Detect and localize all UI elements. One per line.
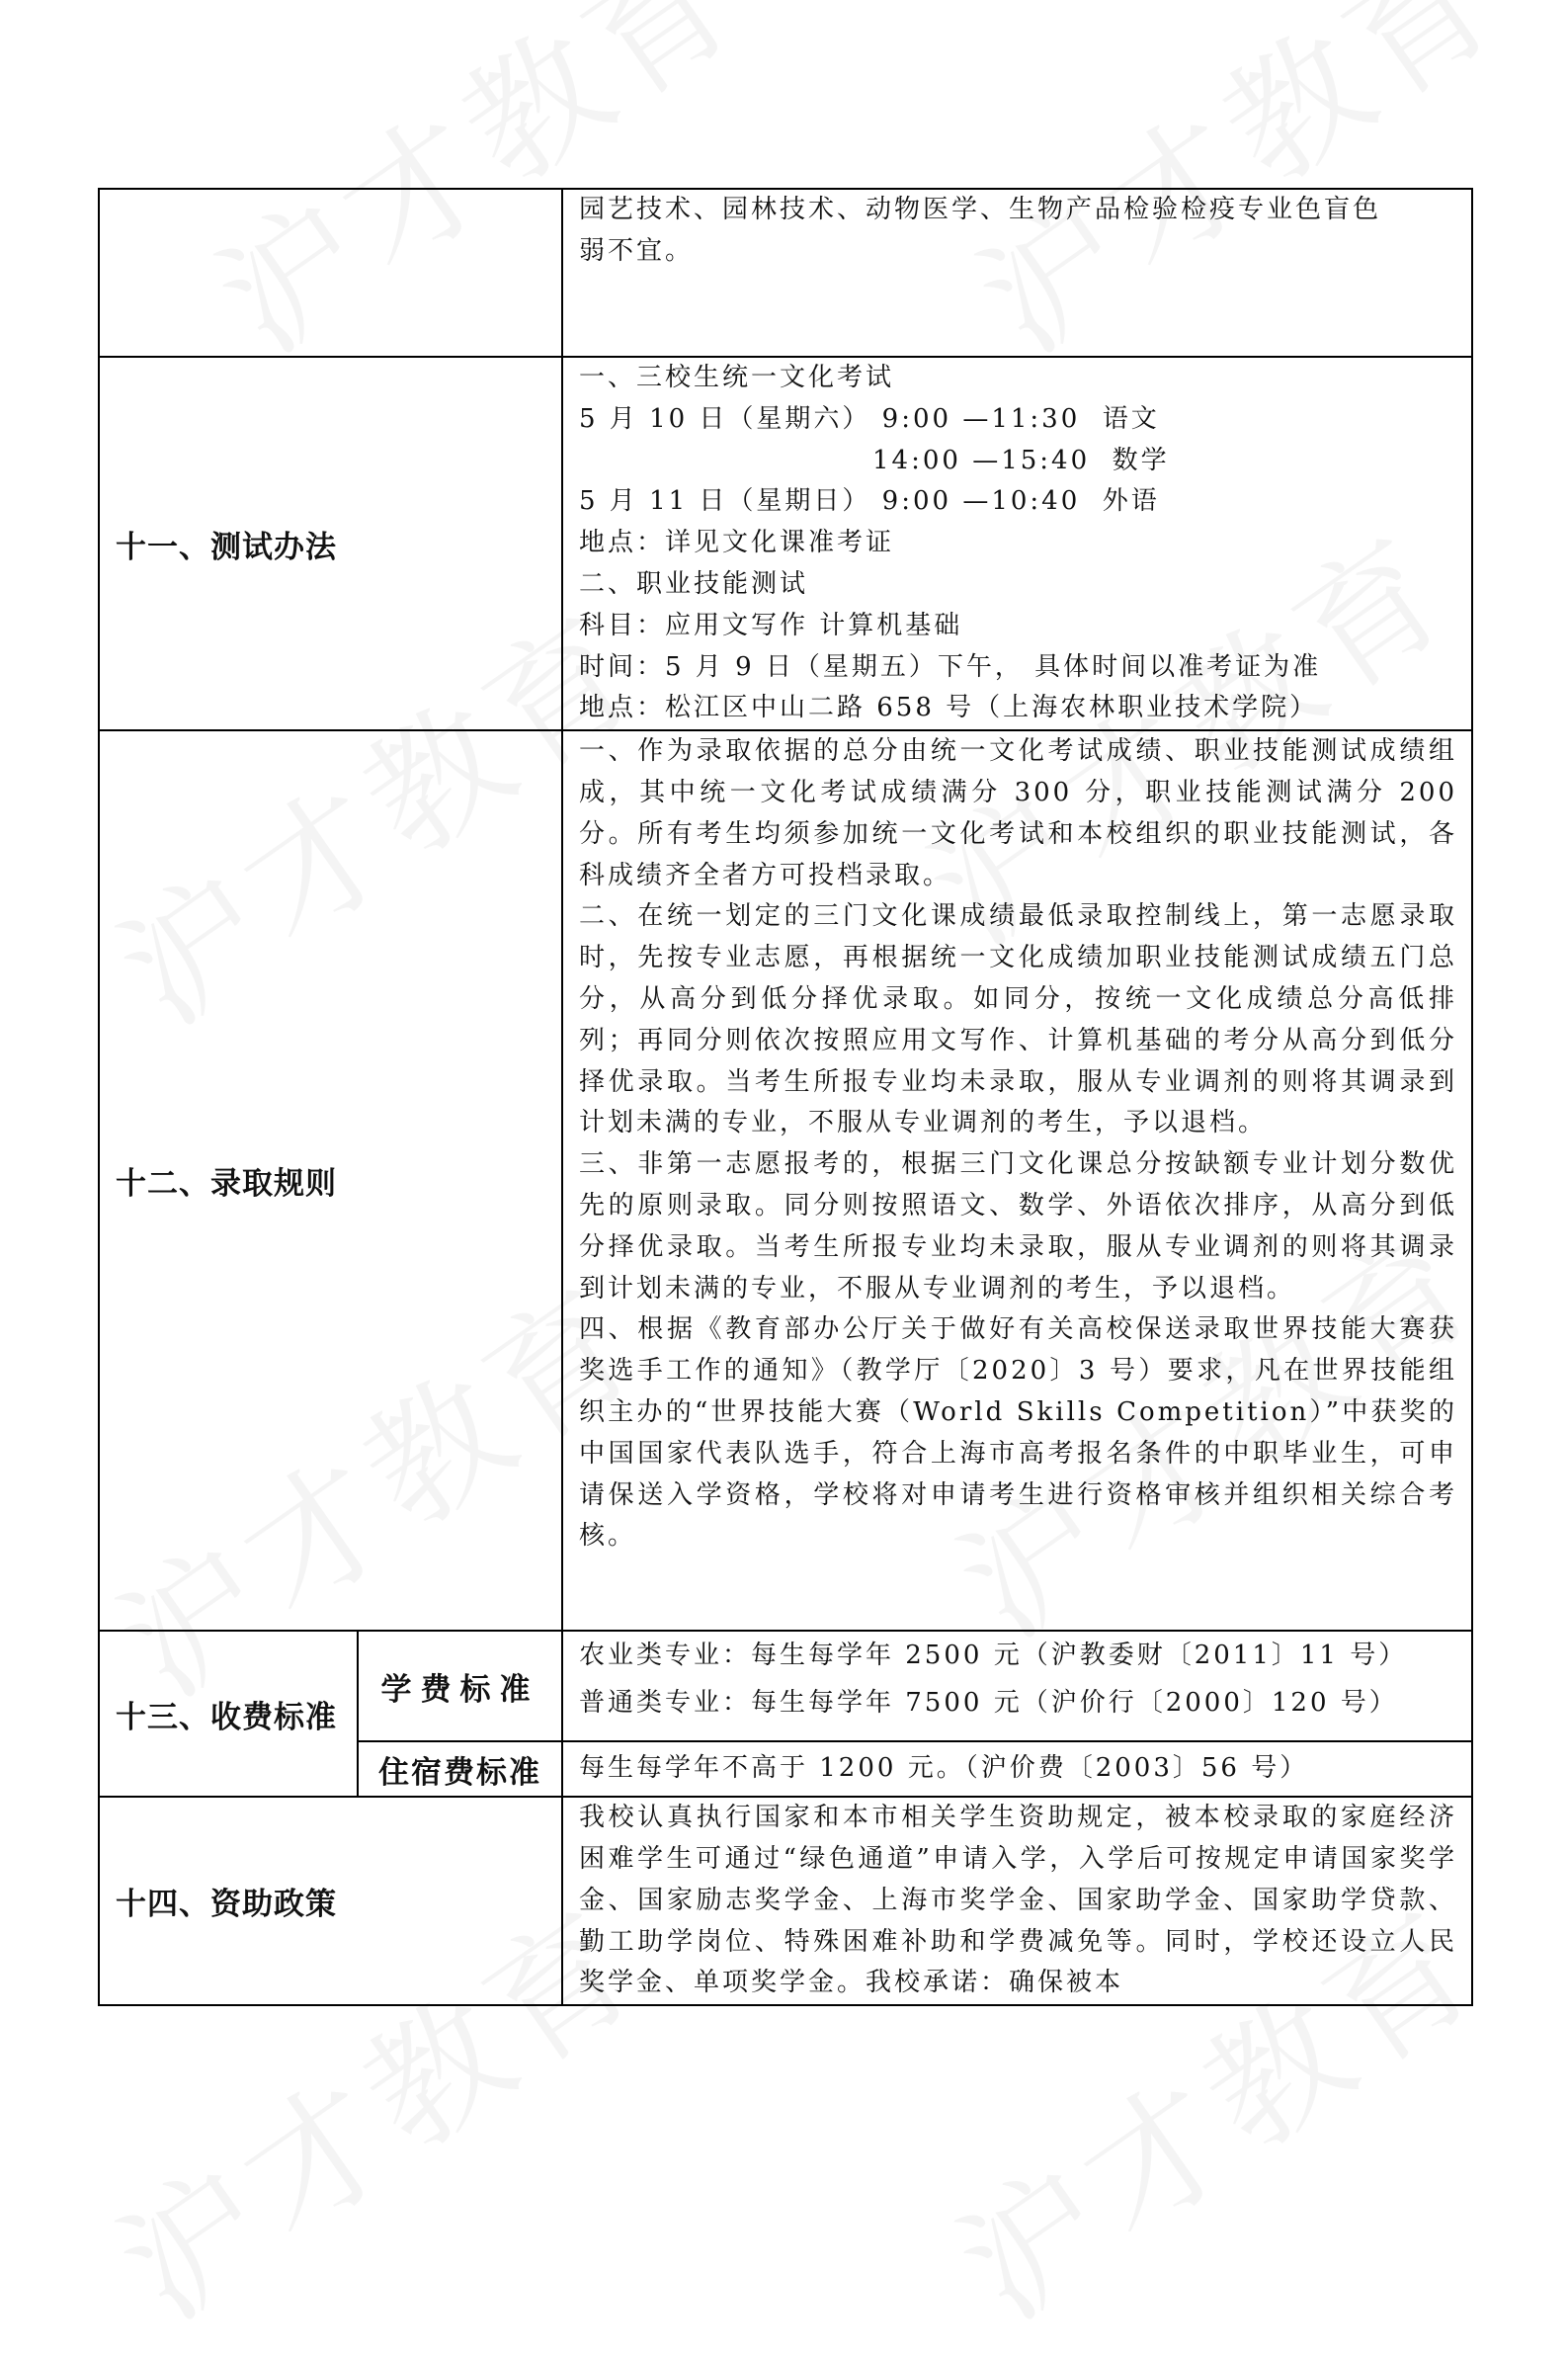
text-line: 园艺技术、园林技术、动物医学、生物产品检验检疫专业色盲色 bbox=[579, 195, 1382, 224]
sub-label-lodging: 住宿费标准 bbox=[358, 1741, 562, 1797]
text-line: 地点：松江区中山二路 658 号（上海农林职业技术学院） bbox=[579, 693, 1319, 723]
paragraph: 我校认真执行国家和本市相关学生资助规定，被本校录取的家庭经济困难学生可通过“绿色通道”申请入学，入学后可按规定申请国家奖学金、国家励志奖学金、上海市奖学金、国家助学金、国家助学贷款、勤工助学岗位、特殊困难补助和学费减免等。同时，学校还设立人民奖学金、单项奖学金。我校承诺：确保被本 bbox=[579, 1803, 1457, 1998]
admission-table bbox=[98, 188, 1473, 2006]
row-content bbox=[562, 1797, 1472, 2005]
paragraph: 三、非第一志愿报考的，根据三门文化课总分按缺额专业计划分数优先的原则录取。同分则按照语文、数学、外语依次排序，从高分到低分择优录取。当考生所报专业均未录取，服从专业调剂的则将其调录到计划未满的专业，不服从专业调剂的考生，予以退档。 bbox=[579, 1149, 1457, 1304]
text-line: 弱不宜。 bbox=[579, 235, 695, 266]
row-content bbox=[562, 1631, 1472, 1741]
text-line: 二、职业技能测试 bbox=[579, 568, 809, 599]
row-label-empty bbox=[99, 189, 562, 357]
row-content bbox=[562, 357, 1472, 730]
row-content bbox=[562, 189, 1472, 357]
paragraph: 四、根据《教育部办公厅关于做好有关高校保送录取世界技能大赛获奖选手工作的通知》（教学厅〔2020〕3 号）要求，凡在世界技能组织主办的“世界技能大赛（World Skills Competition）”中获奖的中国国家代表队选手，符合上海市高考报名条件的中职毕业生，可申请保送入学资格，学校将对申请考生进行资格审核并组织相关综合考核。 bbox=[579, 1314, 1457, 1552]
text-line: 农业类专业：每生每学年 2500 元（沪教委财〔2011〕11 号） bbox=[579, 1641, 1408, 1671]
row-label: 十一、测试办法 bbox=[99, 357, 562, 730]
table-row bbox=[99, 189, 1472, 357]
row-label: 十二、录取规则 bbox=[99, 730, 562, 1631]
text-line: 5 月 11 日（星期日） 9:00 —10:40 外语 bbox=[579, 486, 1160, 517]
text-line: 一、三校生统一文化考试 bbox=[579, 363, 895, 392]
text-line: 14:00 —15:40 数学 bbox=[872, 445, 1170, 475]
text-line: 地点：详见文化课准考证 bbox=[579, 528, 895, 558]
paragraph: 二、在统一划定的三门文化课成绩最低录取控制线上，第一志愿录取时，先按专业志愿，再根据统一文化成绩加职业技能测试成绩五门总分，从高分到低分择优录取。如同分，按统一文化成绩总分高低排列；再同分则依次按照应用文写作、计算机基础的考分从高分到低分择优录取。当考生所报专业均未录取，服从专业调剂的则将其调录到计划未满的专业，不服从专业调剂的考生，予以退档。 bbox=[579, 901, 1457, 1138]
row-label: 十三、收费标准 bbox=[99, 1631, 358, 1797]
table-row bbox=[99, 730, 1472, 1631]
table-row bbox=[99, 1797, 1472, 2005]
table-row bbox=[99, 1631, 1472, 1741]
text-line: 时间：5 月 9 日（星期五）下午， 具体时间以准考证为准 bbox=[579, 651, 1322, 682]
text-line: 每生每学年不高于 1200 元。（沪价费〔2003〕56 号） bbox=[579, 1753, 1309, 1784]
text-line: 科目：应用文写作 计算机基础 bbox=[579, 610, 963, 640]
text-line: 5 月 10 日（星期六） 9:00 —11:30 语文 bbox=[579, 403, 1160, 434]
table-row bbox=[99, 357, 1472, 730]
row-content bbox=[562, 1741, 1472, 1797]
row-content bbox=[562, 730, 1472, 1631]
row-label: 十四、资助政策 bbox=[99, 1797, 562, 2005]
paragraph: 一、作为录取依据的总分由统一文化考试成绩、职业技能测试成绩组成，其中统一文化考试成绩满分 300 分，职业技能测试满分 200 分。所有考生均须参加统一文化考试和本校组织的职业技能测试，各科成绩齐全者方可投档录取。 bbox=[579, 736, 1457, 890]
sub-label-tuition: 学费标准 bbox=[358, 1631, 562, 1741]
text-line: 普通类专业：每生每学年 7500 元（沪价行〔2000〕120 号） bbox=[579, 1688, 1398, 1719]
